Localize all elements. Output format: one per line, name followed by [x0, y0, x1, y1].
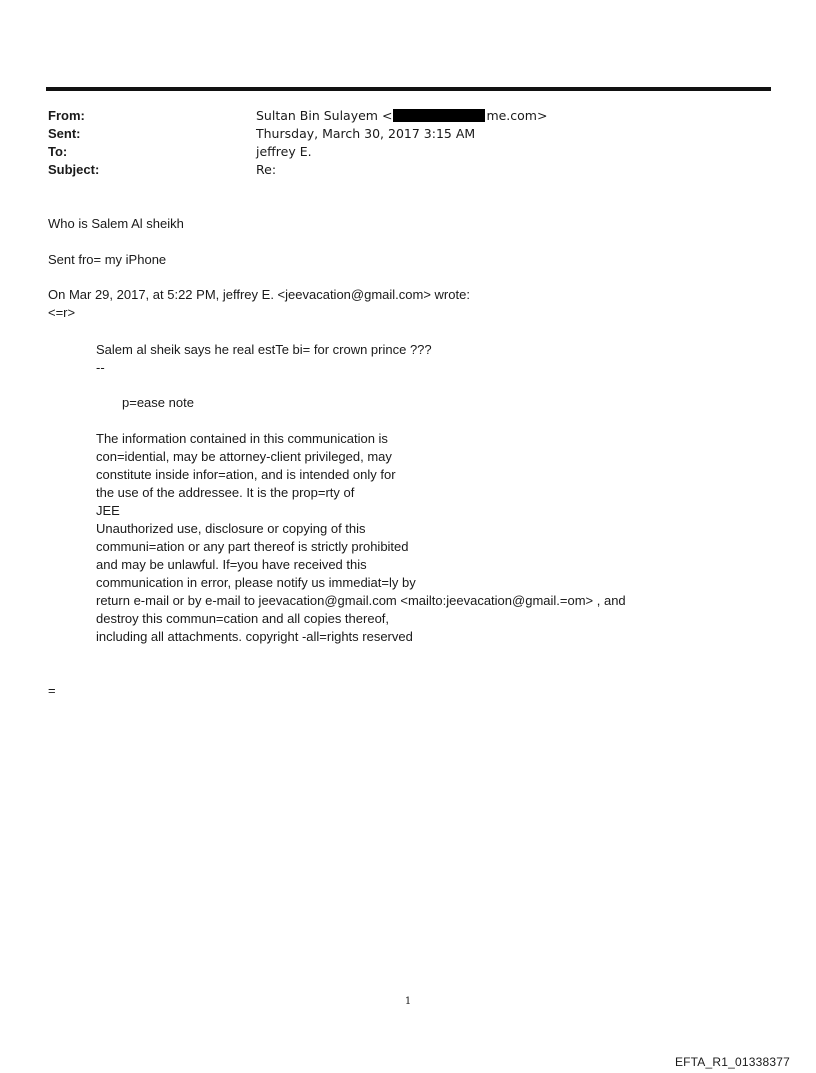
sent-value: Thursday, March 30, 2017 3:15 AM: [256, 126, 476, 141]
sent-label: Sent:: [48, 126, 81, 141]
from-email-tail: me.com>: [486, 108, 548, 123]
redaction-bar: [393, 109, 485, 122]
disclaimer-line: including all attachments. copyright -all=rights reserved: [96, 629, 413, 644]
to-value: jeffrey E.: [256, 144, 312, 159]
quoted-message: Salem al sheik says he real estTe bi= for crown prince ???: [96, 342, 432, 357]
disclaimer-line: The information contained in this communication is: [96, 431, 388, 446]
quote-intro: On Mar 29, 2017, at 5:22 PM, jeffrey E. <jeevacation@gmail.com> wrote:: [48, 287, 470, 302]
please-note: p=ease note: [122, 395, 194, 410]
signature: Sent fro= my iPhone: [48, 252, 167, 267]
disclaimer-line: destroy this commun=cation and all copies thereof,: [96, 611, 390, 626]
reply-text: Who is Salem Al sheikh: [48, 216, 184, 231]
disclaimer-line: return e-mail or by e-mail to jeevacation@gmail.com <mailto:jeevacation@gmail.=om> , and: [96, 593, 626, 608]
subject-label: Subject:: [48, 162, 100, 177]
disclaimer-line: JEE: [96, 503, 120, 518]
header-divider: [46, 87, 771, 91]
page-number: 1: [404, 996, 412, 1007]
trailing-mark: =: [48, 683, 56, 698]
disclaimer-line: communi=ation or any part thereof is strictly prohibited: [96, 539, 409, 554]
from-value: [256, 107, 547, 125]
subject-value: Re:: [256, 162, 277, 177]
disclaimer-line: communication in error, please notify us immediat=ly by: [96, 575, 416, 590]
disclaimer-line: the use of the addressee. It is the prop=rty of: [96, 485, 355, 500]
signature-separator: --: [96, 360, 105, 375]
disclaimer-line: constitute inside infor=ation, and is intended only for: [96, 467, 396, 482]
to-label: To:: [48, 144, 68, 159]
disclaimer-line: Unauthorized use, disclosure or copying of this: [96, 521, 366, 536]
quote-marker: <=r>: [48, 305, 76, 320]
from-label: From:: [48, 108, 85, 123]
from-name: Sultan Bin Sulayem <: [256, 108, 393, 123]
disclaimer-line: con=idential, may be attorney-client privileged, may: [96, 449, 392, 464]
document-id: EFTA_R1_01338377: [674, 1055, 790, 1069]
disclaimer-line: and may be unlawful. If=you have received this: [96, 557, 367, 572]
